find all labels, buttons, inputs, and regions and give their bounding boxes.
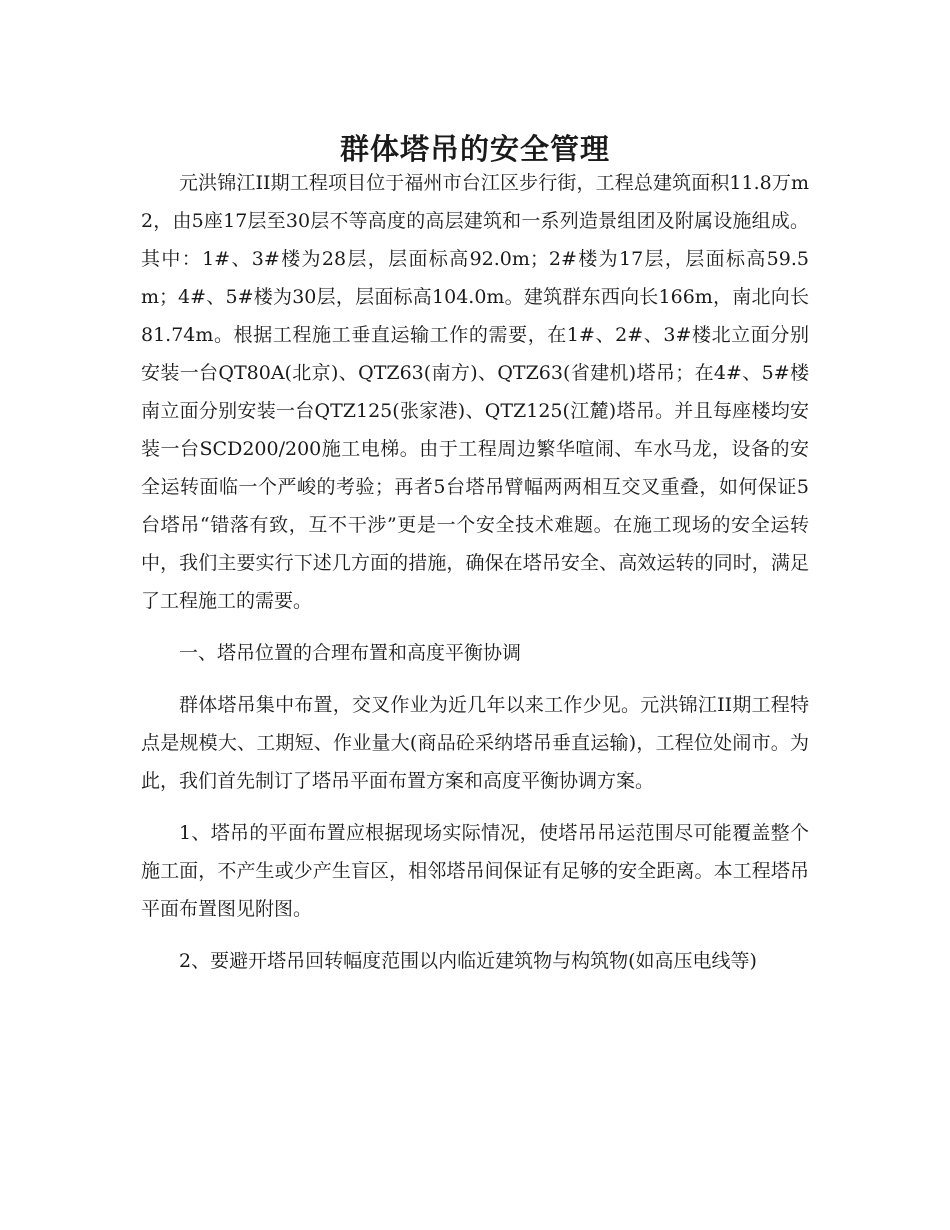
section-heading-1: 一、塔吊位置的合理布置和高度平衡协调 <box>179 642 522 664</box>
intro-paragraph: 元洪锦江II期工程项目位于福州市台江区步行街，工程总建筑面积11.8万m2，由5座17层至30层不等高度的高层建筑和一系列造景组团及附属设施组成。其中：1#、3#楼为28层，层面标高92.0m；2#楼为17层，层面标高59.5m；4#、5#楼为30层，层面标高104.0m。建筑群东西向长166m，南北向长81.74m。根据工程施工垂直运输工作的需要，在1#、2#、3#楼北立面分别安装一台QT80A(北京)、QTZ63(南方)、QTZ63(省建机)塔吊；在4#、5#楼南立面分别安装一台QTZ125(张家港)、QTZ125(江麓)塔吊。并且每座楼均安装一台SCD200/200施工电梯。由于工程周边繁华喧闹、车水马龙，设备的安全运转面临一个严峻的考验；再者5台塔吊臂幅两两相互交叉重叠，如何保证5台塔吊“错落有致，互不干涉”更是一个安全技术难题。在施工现场的安全运转中，我们主要实行下述几方面的措施，确保在塔吊安全、高效运转的同时，满足了工程施工的需要。 <box>141 172 809 612</box>
item-2-paragraph: 2、要避开塔吊回转幅度范围以内临近建筑物与构筑物(如高压电线等) <box>179 950 757 972</box>
item-1-paragraph: 1、塔吊的平面布置应根据现场实际情况，使塔吊吊运范围尽可能覆盖整个施工面，不产生或少产生盲区，相邻塔吊间保证有足够的安全距离。本工程塔吊平面布置图见附图。 <box>141 822 809 920</box>
section-1-paragraph: 群体塔吊集中布置，交叉作业为近几年以来工作少见。元洪锦江II期工程特点是规模大、工期短、作业量大(商品砼采纳塔吊垂直运输)，工程位处闹市。为此，我们首先制订了塔吊平面布置方案和高度平衡协调方案。 <box>141 694 809 792</box>
document-title: 群体塔吊的安全管理 <box>339 132 610 167</box>
document-body <box>141 164 809 980</box>
